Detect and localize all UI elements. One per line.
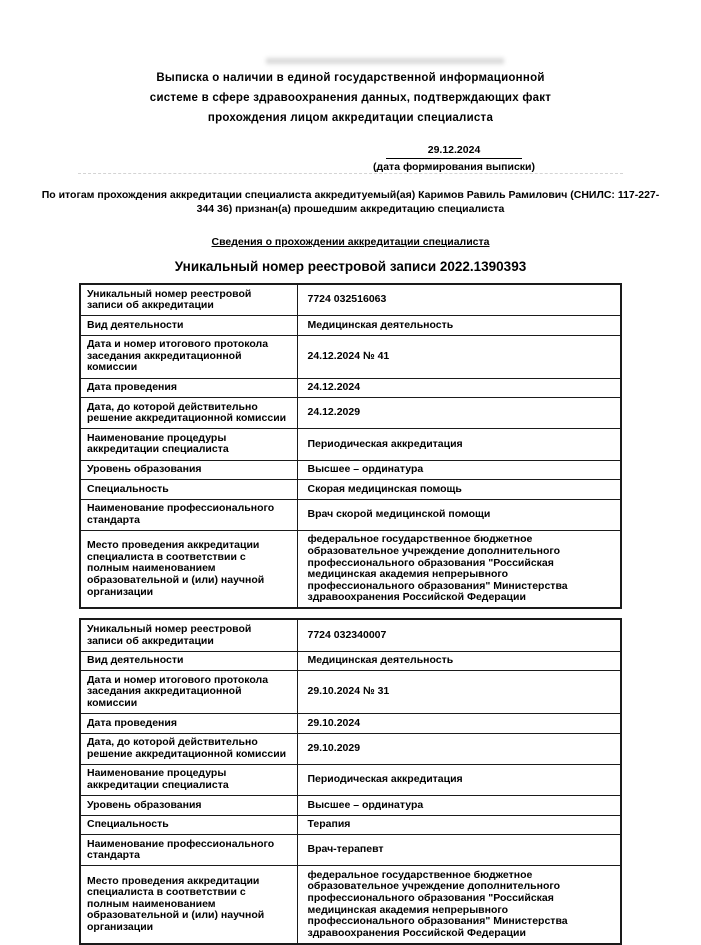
row-label: Место проведения аккредитации специалиста в соответствии с полным наименованием образовательной и (или) научной организации	[80, 866, 297, 944]
formation-date-caption: (дата формирования выписки)	[373, 161, 535, 173]
table-row	[80, 714, 621, 734]
table-row	[80, 671, 621, 714]
row-label: Наименование профессионального стандарта	[80, 835, 297, 866]
registry-heading: Уникальный номер реестровой записи 2022.1390393	[174, 259, 527, 274]
row-label: Дата проведения	[80, 378, 297, 398]
table-row	[80, 530, 621, 608]
table-row	[80, 815, 621, 835]
row-value: федеральное государственное бюджетное образовательное учреждение дополнительного профессионального образования "Российская медицинская академия непрерывного профессионального образования" Министерства здравоохранения Российской Федерации	[297, 866, 621, 944]
row-label: Дата, до которой действительно решение аккредитационной комиссии	[80, 398, 297, 429]
page-title-line: прохождения лицом аккредитации специалиста	[207, 112, 494, 124]
row-value: Периодическая аккредитация	[297, 429, 621, 460]
page-title-line: системе в сфере здравоохранения данных, подтверждающих факт	[149, 92, 552, 104]
row-label: Дата и номер итогового протокола заседания аккредитационной комиссии	[80, 335, 297, 378]
table-row	[80, 796, 621, 816]
row-value: Скорая медицинская помощь	[297, 480, 621, 500]
row-value: Терапия	[297, 815, 621, 835]
row-label: Уникальный номер реестровой записи об аккредитации	[80, 619, 297, 651]
row-label: Наименование профессионального стандарта	[80, 499, 297, 530]
row-label: Вид деятельности	[80, 316, 297, 336]
table-row	[80, 335, 621, 378]
row-value: 7724 032340007	[297, 619, 621, 651]
formation-date-block	[0, 140, 701, 173]
row-label: Уникальный номер реестровой записи об аккредитации	[80, 284, 297, 316]
row-label: Наименование процедуры аккредитации специалиста	[80, 764, 297, 795]
accreditation-record-table-2-body	[80, 619, 621, 943]
accreditation-record-table-1-body	[80, 284, 621, 608]
scan-smudge-artifact	[266, 58, 504, 64]
row-value: 29.10.2024	[297, 714, 621, 734]
table-row	[80, 866, 621, 944]
row-value: 29.10.2029	[297, 733, 621, 764]
table-row	[80, 429, 621, 460]
scan-dashes-artifact	[78, 173, 623, 174]
row-label: Место проведения аккредитации специалиста в соответствии с полным наименованием образовательной и (или) научной организации	[80, 530, 297, 608]
intro-paragraph-line: По итогам прохождения аккредитации специалиста аккредитуемый(ая) Каримов Равиль Рамилович (СНИЛС: 117-227-	[41, 189, 660, 201]
row-value: Медицинская деятельность	[297, 651, 621, 671]
page-title-line: Выписка о наличии в единой государственной информационной	[156, 72, 545, 84]
row-value: Врач скорой медицинской помощи	[297, 499, 621, 530]
intro-paragraph-line: 344 36) признан(а) прошедшим аккредитацию специалиста	[196, 203, 505, 215]
row-label: Дата и номер итогового протокола заседания аккредитационной комиссии	[80, 671, 297, 714]
row-value: 24.12.2024 № 41	[297, 335, 621, 378]
table-row	[80, 835, 621, 866]
table-row	[80, 378, 621, 398]
table-row	[80, 398, 621, 429]
row-value: Высшее – ординатура	[297, 796, 621, 816]
row-value: 29.10.2024 № 31	[297, 671, 621, 714]
row-value: 7724 032516063	[297, 284, 621, 316]
accreditation-record-table-2	[79, 618, 622, 944]
intro-paragraph	[0, 188, 701, 216]
row-value: федеральное государственное бюджетное образовательное учреждение дополнительного профессионального образования "Российская медицинская академия непрерывного профессионального образования" Министерства здравоохранения Российской Федерации	[297, 530, 621, 608]
row-label: Вид деятельности	[80, 651, 297, 671]
table-row	[80, 460, 621, 480]
table-row	[80, 764, 621, 795]
table-row	[80, 651, 621, 671]
row-label: Уровень образования	[80, 460, 297, 480]
row-label: Специальность	[80, 480, 297, 500]
formation-date-inner	[373, 140, 535, 173]
page-title	[0, 68, 701, 128]
table-row	[80, 316, 621, 336]
row-label: Дата проведения	[80, 714, 297, 734]
table-row	[80, 499, 621, 530]
formation-date: 29.12.2024	[386, 144, 523, 159]
row-label: Наименование процедуры аккредитации специалиста	[80, 429, 297, 460]
section-heading: Сведения о прохождении аккредитации специалиста	[211, 236, 490, 248]
row-label: Дата, до которой действительно решение аккредитационной комиссии	[80, 733, 297, 764]
row-value: 24.12.2024	[297, 378, 621, 398]
row-label: Специальность	[80, 815, 297, 835]
row-value: Медицинская деятельность	[297, 316, 621, 336]
row-value: Периодическая аккредитация	[297, 764, 621, 795]
row-value: 24.12.2029	[297, 398, 621, 429]
table-row	[80, 733, 621, 764]
accreditation-record-table-1	[79, 283, 622, 609]
table-row	[80, 480, 621, 500]
row-label: Уровень образования	[80, 796, 297, 816]
row-value: Высшее – ординатура	[297, 460, 621, 480]
table-row	[80, 284, 621, 316]
table-row	[80, 619, 621, 651]
row-value: Врач-терапевт	[297, 835, 621, 866]
